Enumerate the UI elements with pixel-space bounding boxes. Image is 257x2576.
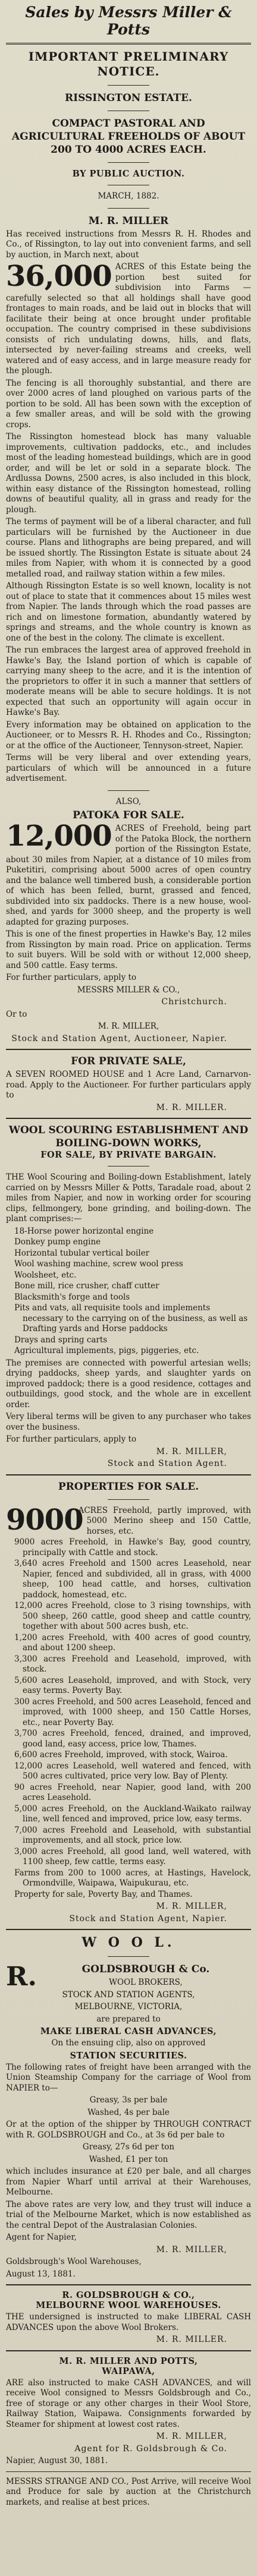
ad-body: The terms of payment will be of a liberal character, and full particulars will be furnished by the Auctioneer in due course. Plans and lithographs are being prepared, and will be issued shortly. The Rissington Estate is situate about 24 miles from Napier, with whom it is connected by a good metalled road, and railway station within a few miles. xyxy=(6,517,251,579)
divider xyxy=(108,790,149,791)
signature: M. R. MILLER, xyxy=(156,1446,227,1456)
advance-heading: MAKE LIBERAL CASH ADVANCES, xyxy=(40,2026,217,2036)
list-item: Horizontal tubular vertical boiler xyxy=(14,1248,150,1258)
ad-body: For further particulars, apply to xyxy=(6,973,137,982)
list-item: ACRES Freehold, partly improved, with 5000 Merino sheep and 150 Cattle, horses, etc. xyxy=(78,1505,251,1536)
divider xyxy=(108,1499,149,1500)
list-item: 3,000 acres Freehold, all good land, well watered, with 1100 sheep, few cattle, terms easy. xyxy=(14,1846,251,1866)
ad-wool-scouring xyxy=(6,1124,251,1470)
signature: M. R. MILLER. xyxy=(156,1102,227,1112)
ad-body: The above rates are very low, and they trust will induce a trial of the Melbourne Market, which is now established as the central Depot of the Australasian Colonies. xyxy=(6,2199,251,2230)
list-item: Property for sale, Poverty Bay, and Thames. xyxy=(14,1889,193,1899)
ad-date: August 13, 1881. xyxy=(6,2269,76,2279)
also-line: ALSO, xyxy=(115,796,142,806)
list-item: 3,640 acres Freehold and 1500 acres Leasehold, near Napier, fenced and subdivided, all in grass, with 4000 sheep, 100 head cattle, and horses, cultivation paddock, homestead, etc. xyxy=(14,1559,251,1600)
divider xyxy=(6,43,251,45)
list-item: 9000 acres Freehold, in Hawke's Bay, good country, principally with Cattle and stock. xyxy=(14,1537,251,1557)
divider xyxy=(108,85,149,86)
firm-line: MELBOURNE, VICTORIA, xyxy=(74,2002,183,2011)
ad-body: Terms will be very liberal and over extending years, particulars of which will be announced in a future advertisement. xyxy=(6,753,251,783)
ad-goldsbrough-wool xyxy=(6,1935,251,2279)
acreage-figure: 36,000 xyxy=(6,260,112,293)
auctioneer-name: M. R. MILLER xyxy=(88,215,169,227)
or-to: Or to xyxy=(6,1009,27,1019)
divider xyxy=(6,2350,251,2351)
list-item: 1,200 acres Freehold, with 400 acres of good country, and about 1200 sheep. xyxy=(14,1632,251,1653)
list-item: 6,600 acres Freehold, improved, with stock, Wairoa. xyxy=(14,1750,228,1760)
ad-heading: IMPORTANT PRELIMINARY xyxy=(28,49,229,64)
signature: M. R. MILLER, xyxy=(156,2432,227,2441)
ad-date: Napier, August 30, 1881. xyxy=(6,2456,108,2465)
divider xyxy=(6,1118,251,1119)
ad-heading: WOOL SCOURING ESTABLISHMENT AND BOILING-DOWN WORKS, xyxy=(8,1124,249,1149)
divider xyxy=(6,2471,251,2472)
ad-body: THE undersigned is instructed to make LIBERAL CASH ADVANCES upon the above Wool Brokers. xyxy=(6,2312,251,2332)
plant-list xyxy=(6,1226,251,1357)
ad-body: A SEVEN ROOMED HOUSE and 1 Acre Land, Carnarvon-road. Apply to the Auctioneer. For further particulars apply to xyxy=(6,1070,251,1100)
firm-line: WOOL BROKERS, xyxy=(109,1978,183,1987)
list-item: 5,600 acres Leasehold, improved, and with Stock, very easy terms. Poverty Bay. xyxy=(14,1675,251,1695)
list-item: 12,000 acres Leasehold, well watered and fenced, with 500 acres cultivated, price very low. Bay of Plenty. xyxy=(14,1761,251,1781)
acreage-figure: 12,000 xyxy=(6,819,112,853)
ad-subheading: NOTICE. xyxy=(97,64,160,78)
agent-line: Agent for Napier, xyxy=(6,2233,77,2242)
signature-title: Stock and Station Agent, Napier. xyxy=(69,1913,227,1924)
ad-goldsbrough-warehouses xyxy=(6,2290,251,2345)
auction-line: BY PUBLIC AUCTION. xyxy=(72,169,185,179)
list-item: 12,000 acres Freehold, close to 3 rising townships, with 500 sheep, 260 cattle, good sheep and cattle country, together with about 500 acres bush, etc. xyxy=(14,1601,251,1631)
ad-body: The fencing is all thoroughly substantial, and there are over 2000 acres of land ploughed on various parts of the portion to be sold. All has been sown with the exception of a few smaller areas, and will be sold with the growing crops. xyxy=(6,378,251,430)
ad-rissington-estate xyxy=(6,49,251,784)
list-item: Wool washing machine, screw wool press xyxy=(14,1259,183,1269)
ad-heading: R. GOLDSBROUGH & CO., xyxy=(62,2290,195,2300)
ad-subheading: MELBOURNE WOOL WAREHOUSES. xyxy=(36,2300,221,2310)
ad-body: which includes insurance at £20 per bale, and all charges from Napier Wharf until arrival at their Warehouses, Melbourne. xyxy=(6,2167,251,2197)
masthead: Sales by Messrs Miller & Potts xyxy=(25,4,232,38)
ad-body: The following rates of freight have been arranged with the Union Steamship Company for the carriage of Wool from NAPIER to— xyxy=(6,2062,251,2093)
ad-subheading: FOR SALE, BY PRIVATE BARGAIN. xyxy=(40,1150,217,1160)
estate-name: RISSINGTON ESTATE. xyxy=(65,92,192,104)
ad-heading: W O O L. xyxy=(82,1935,175,1950)
advance-line: STATION SECURITIES. xyxy=(70,2050,187,2061)
list-item: Farms from 200 to 1000 acres, at Hastings, Havelock, Ormondville, Waipawa, Waipukurau, etc. xyxy=(14,1868,251,1888)
firm-line: are prepared to xyxy=(96,2014,161,2024)
ad-private-sale xyxy=(6,1055,251,1113)
agent-name: MESSRS MILLER & CO., xyxy=(77,985,180,995)
list-item: Woolsheet, etc. xyxy=(14,1270,77,1280)
ad-heading: PROPERTIES FOR SALE. xyxy=(58,1480,199,1493)
list-item: Bone mill, rice crusher, chaff cutter xyxy=(14,1281,159,1291)
list-item: 18-Horse power horizontal engine xyxy=(14,1226,154,1236)
divider xyxy=(108,162,149,163)
signature-title: Goldsbrough's Wool Warehouses, xyxy=(6,2257,142,2266)
signature-title: Agent for R. Goldsbrough & Co. xyxy=(74,2443,227,2454)
ad-body: Although Rissington Estate is so well known, locality is not out of place to state that it commences about 15 miles west from Napier. The lands through which the road passes are rich and on limestone formation, abundantly watered by springs and streams, and the whole country is known as one of the best in the colony. The climate is excellent. xyxy=(6,581,251,643)
ad-body: ACRES of this Estate being the portion best suited for subdivision into Farms — carefully selected so that all holdings shall have good frontages to main roads, and be laid out in blocks that will facilitate their being at once brought under profitable occupation. The country comprised in these subdivisions consists of rich undulating downs, hills, and flats, intersected by never-failing streams and creeks, well watered and of easy access, and in large measure ready for the plough. xyxy=(6,262,251,376)
property-list xyxy=(6,1503,251,1900)
list-item: 3,300 acres Freehold and Leasehold, improved, with stock. xyxy=(14,1654,251,1674)
ad-body: The run embraces the largest area of approved freehold in Hawke's Bay, the Island portion of which is capable of carrying many sheep to the acre, and it is the intention of the proprietors to offer it in such a manner that settlers of moderate means will be able to secure holdings. It is not expected that such an opportunity will again occur in Hawke's Bay. xyxy=(6,645,251,717)
list-item: Agricultural implements, pigs, piggeries, etc. xyxy=(14,1346,199,1355)
acreage-figure: 9000 xyxy=(6,1503,83,1537)
advance-line: On the ensuing clip, also on approved xyxy=(51,2038,206,2048)
freight-rate: Greasy, 3s per bale xyxy=(89,2095,168,2105)
signature-title: Stock and Station Agent. xyxy=(107,1459,227,1468)
signature: M. R. MILLER. xyxy=(156,2335,227,2344)
ad-body: This is one of the finest properties in Hawke's Bay, 12 miles from Rissington by main road. Price on application. Terms to suit buyers. Will be sold with or without 12,000 sheep, and 500 cattle. Easy terms. xyxy=(6,929,251,970)
ad-body: MESSRS STRANGE AND CO., Post Arrive, will receive Wool and Produce for sale by auction at the Christchurch markets, and realise at best prices. xyxy=(6,2476,251,2507)
list-item: Blacksmith's forge and tools xyxy=(14,1292,130,1302)
ad-heading: PATOKA FOR SALE. xyxy=(73,809,184,821)
ad-properties-for-sale xyxy=(6,1480,251,1925)
ad-body: ACRES of Freehold, being part of the Patoka Block, the northern portion of the Rissington Estate, about 30 miles from Napier, at a distance of 10 miles from Puketitiri, comprising about 5000 acres of open country and the balance well timbered bush, a considerable portion of which has been felled, burnt, grassed and fenced, subdivided into six paddocks. There is a new house, wool-shed, and yards for 3000 sheep, and the property is well adapted for grazing purposes. xyxy=(6,824,251,927)
ad-headline: COMPACT PASTORAL AND AGRICULTURAL FREEHOLDS OF ABOUT 200 TO 4000 ACRES EACH. xyxy=(11,118,246,156)
divider xyxy=(6,1929,251,1930)
ad-body: Very liberal terms will be given to any purchaser who takes over the business. xyxy=(6,1412,251,1432)
list-item: Pits and vats, all requisite tools and implements necessary to the carrying on of the business, as well as Drafting yards and Horse paddocks xyxy=(14,1303,248,1333)
ad-patoka xyxy=(6,797,251,1045)
ad-body: Has received instructions from Messrs R. H. Rhodes and Co., of Rissington, to lay out into convenient farms, and sell by auction, in March next, about xyxy=(6,229,251,260)
signature-title: Stock and Station Agent, Auctioneer, Napier. xyxy=(11,1033,227,1043)
ad-body: The Rissington homestead block has many valuable improvements, cultivation paddocks, etc., and includes most of the leading homestead buildings, which are in good order, and will be let or sold in a separate block. The Ardlussa Downs, 2500 acres, is also included in this block, within easy distance of the Rissington homestead, rolling downs of beautiful quality, all in grass and ready for the plough. xyxy=(6,432,251,515)
ad-heading: FOR PRIVATE SALE, xyxy=(71,1055,186,1067)
signature: M. R. MILLER, xyxy=(156,2244,227,2255)
agent-location: Christchurch. xyxy=(161,997,227,1007)
list-item: 7,000 acres Freehold and Leasehold, with substantial improvements, and all stock, price low. xyxy=(14,1825,251,1845)
firm-line: STOCK AND STATION AGENTS, xyxy=(62,1989,195,2000)
divider xyxy=(108,1956,149,1957)
list-item: Donkey pump engine xyxy=(14,1237,101,1247)
signature: M. R. MILLER, xyxy=(156,1902,227,1911)
firm-name: GOLDSBROUGH & Co. xyxy=(82,1963,210,1975)
list-item: 5,000 acres Freehold, on the Auckland-Waikato railway line, well fenced and improved, price low, easy terms. xyxy=(14,1803,251,1824)
divider xyxy=(108,208,149,209)
ad-subheading: WAIPAWA, xyxy=(102,2366,155,2376)
ad-body: Or at the option of the shipper by THROUGH CONTRACT with R. GOLDSBROUGH and Co., at 3s 6d per bale to xyxy=(6,2120,251,2140)
auction-date: MARCH, 1882. xyxy=(98,191,159,201)
list-item: 3,700 acres Freehold, fenced, drained, and improved, good land, easy access, price low, Thames. xyxy=(14,1729,251,1749)
list-item: Drays and spring carts xyxy=(14,1335,108,1345)
freight-rate: Greasy, 27s 6d per ton xyxy=(82,2142,175,2152)
ad-body: Every information may be obtained on application to the Auctioneer, or to Messrs R. H. Rhodes and Co., Rissington; or at the office of the Auctioneer, Tennyson-street, Napier. xyxy=(6,720,251,751)
ad-heading: M. R. MILLER AND POTTS, xyxy=(59,2356,198,2366)
ad-body: The premises are connected with powerful artesian wells; drying paddocks, sheep yards, and slaughter yards on improved paddock; there is a good residence, cottages and outbuildings, good stock, and the whole are in excellent order. xyxy=(6,1358,251,1410)
firm-initial: R. xyxy=(6,1962,37,1992)
ad-body: ARE also instructed to make CASH ADVANCES, and will receive Wool consigned to Messrs Goldsbrough and Co., free of storage or any other charges in their Wool Store, Railway Station, Waipawa. Consignments forwarded by Steamer for shipment at lowest cost rates. xyxy=(6,2378,251,2429)
freight-rate: Washed, 4s per bale xyxy=(87,2107,170,2117)
divider xyxy=(6,1049,251,1050)
freight-rate: Washed, £1 per ton xyxy=(89,2154,168,2164)
divider xyxy=(6,2284,251,2285)
list-item: 90 acres Freehold, near Napier, good land, with 200 acres Leasehold. xyxy=(14,1782,251,1802)
ad-miller-potts-waipawa xyxy=(6,2356,251,2508)
divider xyxy=(6,1474,251,1475)
list-item: 300 acres Freehold, and 500 acres Leasehold, fenced and improved, with 1000 sheep, and 150 Cattle Horses, etc., near Poverty Bay. xyxy=(14,1697,251,1727)
ad-body: THE Wool Scouring and Boiling-down Establishment, lately carried on by Messrs Miller & Potts, Taradale road, about 2 miles from Napier, and now in working order for scouring clips, fellmongery, bone grinding, and boiling-down. The plant comprises:— xyxy=(6,1172,251,1224)
signature: M. R. MILLER, xyxy=(98,1021,159,1031)
ad-body: For further particulars, apply to xyxy=(6,1434,137,1444)
